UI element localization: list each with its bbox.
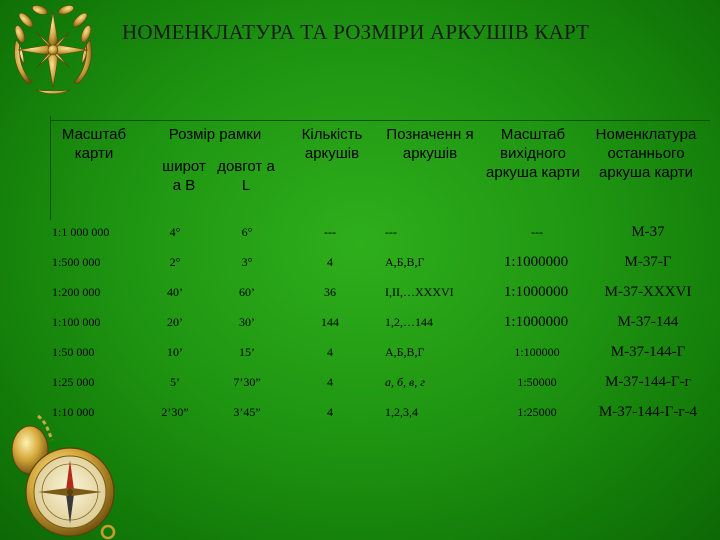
cell-nomenclature: М-37-ХХХVІ <box>604 284 692 300</box>
cell-designation: А,Б,В,Г <box>385 345 425 359</box>
header-nomenclature: Номенклатура останнього аркуша карти <box>595 126 697 181</box>
cell-nomenclature: М-37-144-Г-г-4 <box>598 404 698 420</box>
cell-source-scale: 1:25000 <box>517 405 557 419</box>
cell-latitude: 5’ <box>170 375 180 389</box>
cell-longitude: 7’30” <box>233 375 261 389</box>
cell-count: 144 <box>321 315 339 329</box>
cell-scale: 1:50 000 <box>52 345 95 359</box>
cell-latitude: 10’ <box>167 345 183 359</box>
header-frame-size: Розмір рамки <box>168 126 262 143</box>
cell-latitude: 40’ <box>167 285 183 299</box>
cell-source-scale: --- <box>531 225 543 239</box>
cell-scale: 1:25 000 <box>52 375 95 389</box>
cell-longitude: 3° <box>241 255 253 269</box>
cell-latitude: 20’ <box>167 315 183 329</box>
cell-count: 4 <box>327 375 333 389</box>
cell-source-scale: 1:1000000 <box>503 254 569 270</box>
cell-scale: 1:500 000 <box>52 255 101 269</box>
cell-longitude: 6° <box>241 225 253 239</box>
header-latitude: широт а В <box>162 158 206 194</box>
table-row <box>0 338 720 366</box>
cell-designation: а, б, в, г <box>385 375 425 389</box>
table-row <box>0 368 720 396</box>
table-row <box>0 278 720 306</box>
cell-latitude: 2° <box>169 255 181 269</box>
cell-designation: 1,2,…144 <box>385 315 433 329</box>
cell-scale: 1:1 000 000 <box>52 225 110 239</box>
table-row <box>0 248 720 276</box>
cell-longitude: 3’45” <box>233 405 261 419</box>
header-scale: Масштаб карти <box>61 126 127 162</box>
header-top-border <box>50 120 710 121</box>
cell-source-scale: 1:100000 <box>514 345 560 359</box>
cell-longitude: 30’ <box>239 315 255 329</box>
header-left-border <box>50 116 51 220</box>
page-title: НОМЕНКЛАТУРА ТА РОЗМІРИ АРКУШІВ КАРТ <box>122 20 590 44</box>
cell-longitude: 15’ <box>239 345 255 359</box>
header-longitude: довгот а L <box>217 158 275 194</box>
header-sheet-count: Кількість аркушів <box>301 126 363 162</box>
cell-scale: 1:200 000 <box>52 285 101 299</box>
cell-source-scale: 1:1000000 <box>503 314 569 330</box>
cell-designation: 1,2,3,4 <box>385 405 418 419</box>
cell-designation: І,ІІ,…ХХХVІ <box>385 285 454 299</box>
compass-rose-wreath-emblem-icon <box>6 0 100 100</box>
cell-nomenclature: М-37-Г <box>624 254 672 270</box>
cell-designation: --- <box>385 225 397 239</box>
cell-designation: А,Б,В,Г <box>385 255 425 269</box>
cell-latitude: 4° <box>169 225 181 239</box>
cell-count: 4 <box>327 405 333 419</box>
header-source-scale: Масштаб вихідного аркуша карти <box>486 126 580 181</box>
cell-source-scale: 1:1000000 <box>503 284 569 300</box>
cell-scale: 1:10 000 <box>52 405 95 419</box>
cell-latitude: 2’30” <box>161 405 189 419</box>
header-sheet-designation: Позначенн я аркушів <box>386 126 474 162</box>
compass-icon <box>8 410 128 540</box>
cell-scale: 1:100 000 <box>52 315 101 329</box>
cell-nomenclature: М-37-144-Г-г <box>605 374 691 390</box>
cell-count: 36 <box>324 285 336 299</box>
table-row <box>0 218 720 246</box>
table-row <box>0 308 720 336</box>
cell-nomenclature: М-37-144-Г <box>610 344 686 360</box>
cell-longitude: 60’ <box>239 285 255 299</box>
cell-count: 4 <box>327 345 333 359</box>
cell-nomenclature: М-37 <box>631 224 665 240</box>
cell-nomenclature: М-37-144 <box>617 314 679 330</box>
cell-count: --- <box>324 225 336 239</box>
cell-count: 4 <box>327 255 333 269</box>
cell-source-scale: 1:50000 <box>517 375 557 389</box>
